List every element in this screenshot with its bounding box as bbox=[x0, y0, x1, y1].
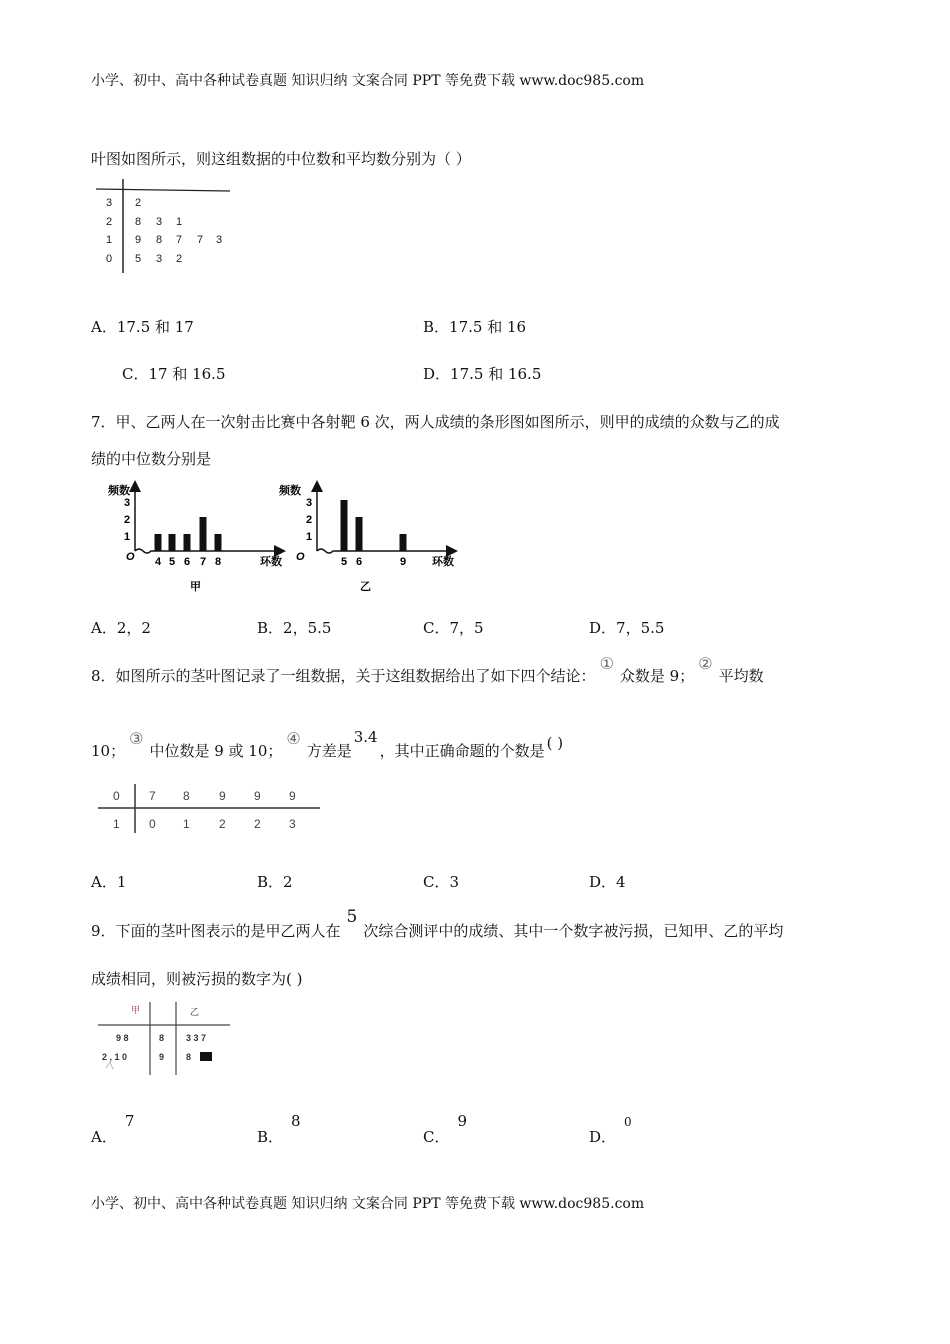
q8-leaf: 7 bbox=[149, 789, 156, 803]
jia-origin: O bbox=[126, 551, 135, 563]
q8-intro: 8．如图所示的茎叶图记录了一组数据，关于这组数据给出了如下四个结论： bbox=[91, 667, 596, 685]
circled-three-marker: ③ bbox=[129, 729, 144, 748]
q9-line2: 成绩相同，则被污损的数字为( ) bbox=[91, 970, 303, 988]
q7-line1: 7．甲、乙两人在一次射击比赛中各射靶 6 次，两人成绩的条形图如图所示，则甲的成绩的众数与乙的成 bbox=[91, 413, 780, 431]
q6-leaf: 3 bbox=[156, 216, 163, 228]
q6-leaf: 5 bbox=[135, 253, 142, 265]
q9-right-label: 乙 bbox=[190, 1007, 200, 1017]
q8-stem: 0 bbox=[113, 789, 120, 803]
q9-stem: 9 bbox=[159, 1052, 165, 1062]
q9-intro-rest: 次综合测评中的成绩、其中一个数字被污损，已知甲、乙的平均 bbox=[363, 922, 784, 940]
q6-leaf: 8 bbox=[135, 216, 142, 228]
jia-ytick: 3 bbox=[124, 497, 131, 509]
q8-question: ，其中正确命题的个数是 bbox=[379, 742, 545, 760]
q9-stem-leaf-plot bbox=[98, 1000, 233, 1080]
q9-intro: 9．下面的茎叶图表示的是甲乙两人在 bbox=[91, 922, 341, 940]
jia-ytick: 2 bbox=[124, 514, 131, 526]
yi-xtick-9: 9 bbox=[400, 556, 407, 568]
q8-option-b[interactable]: B．2 bbox=[257, 873, 293, 891]
jia-title: 甲 bbox=[190, 581, 201, 593]
q8-stem: 1 bbox=[113, 817, 120, 831]
q7-option-d[interactable]: D．7，5.5 bbox=[589, 619, 665, 637]
q6-stem: 1 bbox=[106, 234, 113, 246]
jia-xtick-6: 6 bbox=[184, 556, 191, 568]
chart-yi bbox=[279, 483, 454, 593]
q9-smudged-digit bbox=[200, 1052, 212, 1061]
q8-leaf: 8 bbox=[183, 789, 190, 803]
jia-bar-7 bbox=[200, 517, 207, 551]
q9-option-a[interactable] bbox=[91, 1112, 136, 1147]
yi-bar-5 bbox=[341, 500, 348, 551]
jia-xtick-5: 5 bbox=[169, 556, 176, 568]
jia-bar-8 bbox=[215, 534, 222, 551]
jia-ytick: 1 bbox=[124, 531, 131, 543]
q6-stem-leaf-plot bbox=[90, 175, 240, 275]
q9-option-d[interactable] bbox=[589, 1115, 634, 1147]
yi-ytick: 2 bbox=[306, 514, 313, 526]
q9-right-leaves: 8 bbox=[186, 1052, 192, 1062]
q6-leaf: 7 bbox=[197, 234, 204, 246]
q6-option-a[interactable]: A．17.5 和 17 bbox=[91, 318, 194, 336]
jia-xtick-7: 7 bbox=[200, 556, 207, 568]
q9-left-label: 甲 bbox=[131, 1005, 141, 1015]
chart-jia bbox=[108, 483, 282, 593]
jia-xtick-4: 4 bbox=[155, 556, 162, 568]
q8-leaf: 9 bbox=[289, 789, 296, 803]
q9-line1 bbox=[91, 907, 784, 941]
q8-conclusion-4: 方差是 bbox=[306, 742, 352, 760]
q8-leaf: 2 bbox=[254, 817, 261, 831]
yi-ytick: 1 bbox=[306, 531, 313, 543]
q8-variance-value: 3.4 bbox=[353, 728, 378, 746]
q6-leaf: 3 bbox=[156, 253, 163, 265]
q8-conclusion-2: 平均数 bbox=[718, 667, 764, 685]
q6-text: 叶图如图所示，则这组数据的中位数和平均数分别为（ ） bbox=[91, 150, 471, 168]
q6-leaf: 9 bbox=[135, 234, 142, 246]
q8-conclusion-2-value: 10； bbox=[91, 742, 126, 760]
q9-stem: 8 bbox=[159, 1033, 165, 1043]
q9-option-b-label: B． bbox=[257, 1128, 284, 1146]
q8-option-c[interactable]: C．3 bbox=[423, 873, 460, 891]
yi-title: 乙 bbox=[360, 581, 371, 593]
yi-x-axis bbox=[317, 549, 452, 553]
q8-leaf: 9 bbox=[219, 789, 226, 803]
q6-leaf: 1 bbox=[176, 216, 183, 228]
q8-conclusion-1: 众数是 9； bbox=[619, 667, 695, 685]
q9-left-leaves: 9 8 bbox=[116, 1033, 129, 1043]
q9-right-leaves: 3 3 7 bbox=[186, 1033, 207, 1043]
q7-bar-charts bbox=[100, 478, 460, 596]
q8-leaf: 3 bbox=[289, 817, 296, 831]
page-header: 小学、初中、高中各种试卷真题 知识归纳 文案合同 PPT 等免费下载 www.doc985.com bbox=[91, 73, 645, 89]
jia-bar-5 bbox=[169, 534, 176, 551]
jia-xtick-8: 8 bbox=[215, 556, 222, 568]
yi-xtick-5: 5 bbox=[341, 556, 348, 568]
q6-stem: 0 bbox=[106, 253, 113, 265]
q6-stem: 2 bbox=[106, 216, 113, 228]
q9-option-c-label: C． bbox=[423, 1128, 450, 1146]
q9-option-d-value: 0 bbox=[624, 1115, 632, 1129]
jia-ylabel: 频数 bbox=[108, 485, 130, 497]
q6-leaf: 2 bbox=[135, 197, 142, 209]
q9-count: 5 bbox=[346, 907, 358, 927]
jia-xlabel: 环数 bbox=[260, 556, 282, 568]
q6-leaf: 2 bbox=[176, 253, 183, 265]
q8-leaf: 1 bbox=[183, 817, 190, 831]
q6-option-c[interactable]: C．17 和 16.5 bbox=[122, 365, 226, 383]
q6-leaf: 7 bbox=[176, 234, 183, 246]
q9-left-leaves: 2 , 1 0 bbox=[102, 1052, 128, 1062]
q7-line2: 绩的中位数分别是 bbox=[91, 450, 212, 468]
q7-option-c[interactable]: C．7，5 bbox=[423, 619, 484, 637]
q6-stem: 3 bbox=[106, 197, 113, 209]
yi-ytick: 3 bbox=[306, 497, 313, 509]
circled-one-marker: ① bbox=[599, 654, 614, 673]
yi-bar-9 bbox=[400, 534, 407, 551]
q9-option-a-value: 7 bbox=[124, 1112, 135, 1130]
q8-line1 bbox=[91, 654, 764, 686]
q8-line2 bbox=[91, 728, 565, 761]
jia-bar-4 bbox=[155, 534, 162, 551]
yi-bar-6 bbox=[356, 517, 363, 551]
q9-option-c[interactable] bbox=[423, 1112, 469, 1147]
q8-option-d[interactable]: D．4 bbox=[589, 873, 626, 891]
q8-leaf: 0 bbox=[149, 817, 156, 831]
q9-option-c-value: 9 bbox=[457, 1112, 468, 1130]
q8-stem-leaf-plot bbox=[98, 780, 323, 836]
q9-option-b-value: 8 bbox=[291, 1112, 301, 1130]
q6-option-b[interactable]: B．17.5 和 16 bbox=[423, 318, 527, 336]
jia-bar-6 bbox=[184, 534, 191, 551]
q7-option-b[interactable]: B．2，5.5 bbox=[257, 619, 332, 637]
q9-cursor-mark bbox=[106, 1062, 113, 1069]
q6-leaf: 3 bbox=[216, 234, 223, 246]
q7-option-a[interactable]: A．2，2 bbox=[91, 619, 151, 637]
q9-option-d-label: D． bbox=[589, 1128, 617, 1146]
yi-xlabel: 环数 bbox=[432, 556, 454, 568]
page-footer: 小学、初中、高中各种试卷真题 知识归纳 文案合同 PPT 等免费下载 www.doc985.com bbox=[91, 1196, 645, 1212]
yi-origin: O bbox=[296, 551, 305, 563]
q8-option-a[interactable]: A．1 bbox=[91, 873, 127, 891]
q6-horizontal-rule bbox=[96, 189, 230, 191]
q8-conclusion-3: 中位数是 9 或 10； bbox=[149, 742, 283, 760]
circled-four-marker: ④ bbox=[286, 729, 301, 748]
q6-option-d[interactable]: D．17.5 和 16.5 bbox=[423, 365, 542, 383]
circled-two-marker: ② bbox=[698, 654, 713, 673]
q8-leaf: 9 bbox=[254, 789, 261, 803]
q8-leaf: 2 bbox=[219, 817, 226, 831]
q9-option-a-label: A． bbox=[91, 1128, 117, 1146]
yi-ylabel: 频数 bbox=[279, 485, 301, 497]
q8-answer-paren: ( ) bbox=[546, 734, 564, 752]
yi-xtick-6: 6 bbox=[356, 556, 363, 568]
q9-option-b[interactable] bbox=[257, 1112, 303, 1147]
q6-leaf: 8 bbox=[156, 234, 163, 246]
